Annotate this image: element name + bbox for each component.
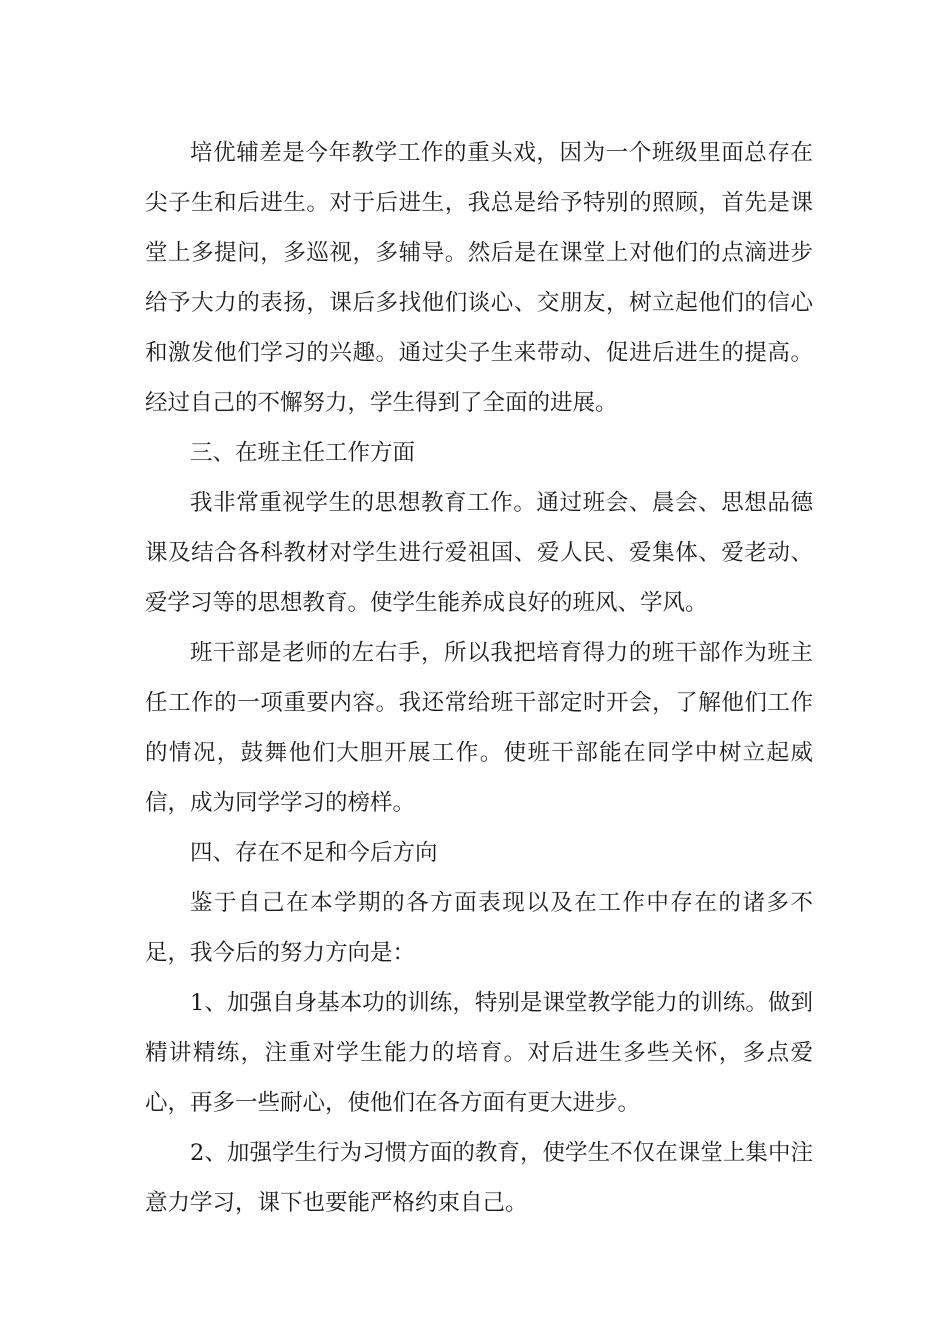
paragraph-point-2: 2、加强学生行为习惯方面的教育，使学生不仅在课堂上集中注意力学习，课下也要能严格约束自己。 xyxy=(145,1140,813,1216)
paragraph-direction-intro: 鉴于自己在本学期的各方面表现以及在工作中存在的诸多不足，我今后的努力方向是： xyxy=(145,890,813,966)
section-heading-shortcomings: 四、存在不足和今后方向 xyxy=(190,840,438,866)
paragraph-tutoring: 培优辅差是今年教学工作的重头戏，因为一个班级里面总存在尖子生和后进生。对于后进生，我总是给予特别的照顾，首先是课堂上多提问，多巡视，多辅导。然后是在课堂上对他们的点滴进步给予大力的表扬，课后多找他们谈心、交朋友，树立起他们的信心和激发他们学习的兴趣。通过尖子生来带动、促进后进生的提高。经过自己的不懈努力，学生得到了全面的进展。 xyxy=(145,140,813,416)
paragraph-moral-education: 我非常重视学生的思想教育工作。通过班会、晨会、思想品德课及结合各科教材对学生进行爱祖国、爱人民、爱集体、爱老动、爱学习等的思想教育。使学生能养成良好的班风、学风。 xyxy=(145,490,813,616)
document-body xyxy=(145,128,813,1228)
section-heading-class-teacher: 三、在班主任工作方面 xyxy=(190,440,416,466)
paragraph-point-1: 1、加强自身基本功的训练，特别是课堂教学能力的训练。做到精讲精练，注重对学生能力的培育。对后进生多些关怀，多点爱心，再多一些耐心，使他们在各方面有更大进步。 xyxy=(145,990,813,1116)
paragraph-class-cadres: 班干部是老师的左右手，所以我把培育得力的班干部作为班主任工作的一项重要内容。我还常给班干部定时开会，了解他们工作的情况，鼓舞他们大胆开展工作。使班干部能在同学中树立起威信，成为同学学习的榜样。 xyxy=(145,640,813,816)
